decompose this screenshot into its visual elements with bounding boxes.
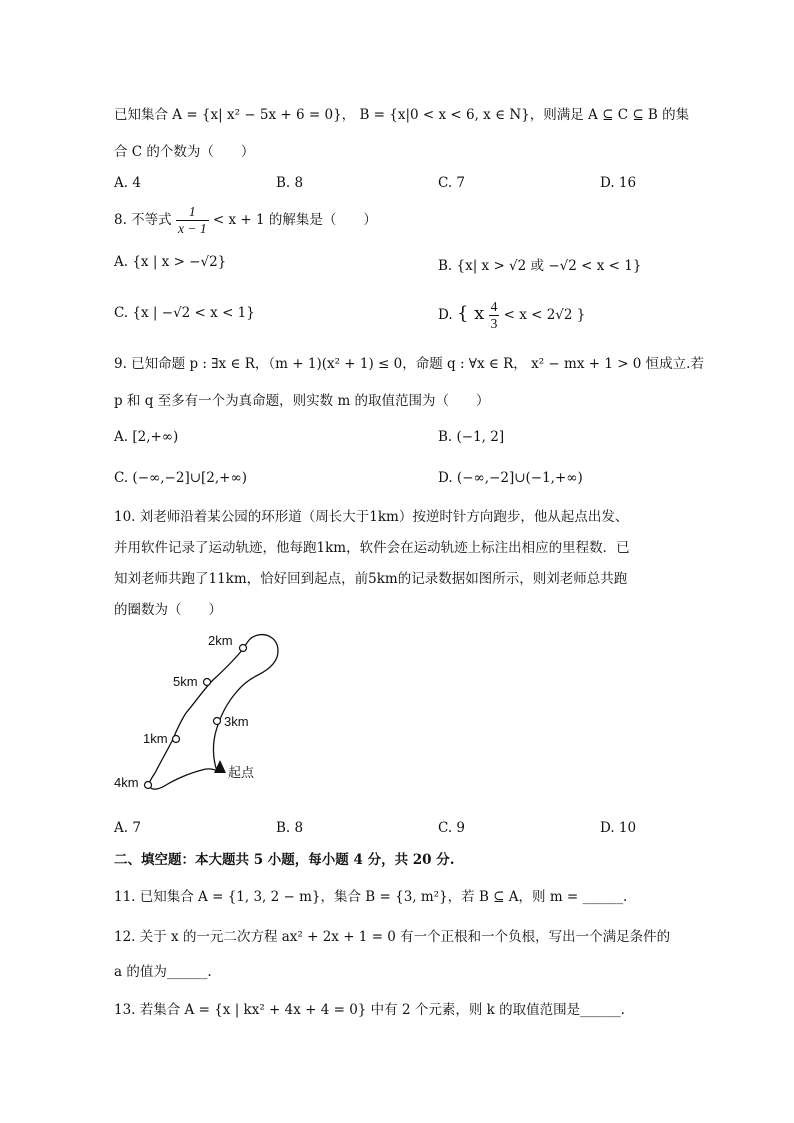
q10-option-a: A. 7	[114, 820, 141, 836]
q10-line1: 10. 刘老师沿着某公园的环形道（周长大于1km）按逆时针方向跑步，他从起点出发、	[114, 509, 629, 525]
q8-option-d-label: D.	[438, 307, 453, 323]
q8-option-c: C. {x | −√2 < x < 1}	[114, 305, 255, 321]
q10-line3: 知刘老师共跑了11km，恰好回到起点，前5km的记录数据如图所示，则刘老师总共跑	[114, 571, 628, 587]
q8-option-d-denominator: 3	[490, 316, 498, 331]
q13-text: 13. 若集合 A = {x | kx² + 4x + 4 = 0} 中有 2 个元素，则 k 的取值范围是______.	[114, 1002, 625, 1018]
q7-option-a: A. 4	[114, 175, 141, 191]
q7-stem-line2: 合 C 的个数为（ ）	[114, 144, 255, 160]
label-1km: 1km	[143, 731, 168, 746]
marker-3km	[214, 718, 221, 725]
track-path	[149, 635, 278, 790]
marker-1km	[173, 736, 180, 743]
running-track-figure	[110, 625, 310, 810]
label-3km: 3km	[224, 714, 249, 729]
q9-option-d: D. (−∞,−2]∪(−1,+∞)	[438, 470, 583, 486]
q7-option-b: B. 8	[276, 175, 304, 191]
q10-line4: 的圈数为（ ）	[114, 602, 222, 618]
q9-line2: p 和 q 至多有一个为真命题，则实数 m 的取值范围为（ ）	[114, 393, 490, 409]
q7-stem-line1: 已知集合 A = {x| x² − 5x + 6 = 0}， B = {x|0 < x < 6, x ∈ N}，则满足 A ⊆ C ⊆ B 的集	[114, 107, 690, 123]
q7-option-d: D. 16	[600, 175, 637, 191]
q8-option-d-rest: < x < 2√2 }	[503, 307, 586, 323]
marker-2km	[240, 645, 247, 652]
q8-option-d	[438, 294, 585, 335]
q7-line2	[114, 143, 254, 161]
marker-4km	[145, 782, 152, 789]
label-start: 起点	[228, 766, 255, 781]
q11-text: 11. 已知集合 A = {1, 3, 2 − m}，集合 B = {3, m²}，若 B ⊆ A，则 m = ______.	[114, 889, 628, 905]
q7-line1	[114, 106, 689, 124]
q8-fraction-denominator: x − 1	[177, 221, 207, 236]
q8-option-b: B. {x| x > √2 或 −√2 < x < 1}	[438, 258, 642, 274]
label-5km: 5km	[173, 674, 198, 689]
section2-heading: 二、填空题：本大题共 5 小题，每小题 4 分，共 20 分.	[114, 852, 455, 868]
q9-option-b: B. (−1, 2]	[438, 429, 505, 445]
marker-5km	[204, 679, 211, 686]
label-4km: 4km	[114, 775, 139, 790]
q10-option-b: B. 8	[276, 820, 304, 836]
q10-option-c: C. 9	[438, 820, 466, 836]
q8-fraction	[176, 204, 209, 237]
label-2km: 2km	[208, 633, 233, 648]
q8-stem	[114, 200, 377, 240]
q12-line1: 12. 关于 x 的一元二次方程 ax² + 2x + 1 = 0 有一个正根和一个负根，写出一个满足条件的	[114, 929, 671, 945]
q8-option-a: A. {x | x > −√2}	[114, 254, 227, 270]
q10-option-d: D. 10	[600, 820, 637, 836]
q8-stem-suffix: < x + 1 的解集是（ ）	[212, 212, 377, 228]
q8-option-d-numerator: 4	[490, 299, 498, 314]
q8-stem-prefix: 8. 不等式	[114, 212, 172, 228]
q9-option-c: C. (−∞,−2]∪[2,+∞)	[114, 470, 247, 486]
q12-line2: a 的值为______.	[114, 964, 212, 980]
q7-option-c: C. 7	[438, 175, 466, 191]
q8-fraction-numerator: 1	[176, 204, 209, 221]
q10-line2: 并用软件记录了运动轨迹，他每跑1km，软件会在运动轨迹上标注出相应的里程数．已	[114, 540, 630, 556]
q8-option-d-set-open: { x	[456, 303, 485, 324]
q8-option-d-fraction	[489, 299, 500, 332]
q9-option-a: A. [2,+∞)	[114, 429, 179, 445]
q9-line1: 9. 已知命题 p : ∃x ∈ R，（m + 1)(x² + 1) ≤ 0，命题 q : ∀x ∈ R， x² − mx + 1 > 0 恒成立.若	[114, 356, 704, 372]
